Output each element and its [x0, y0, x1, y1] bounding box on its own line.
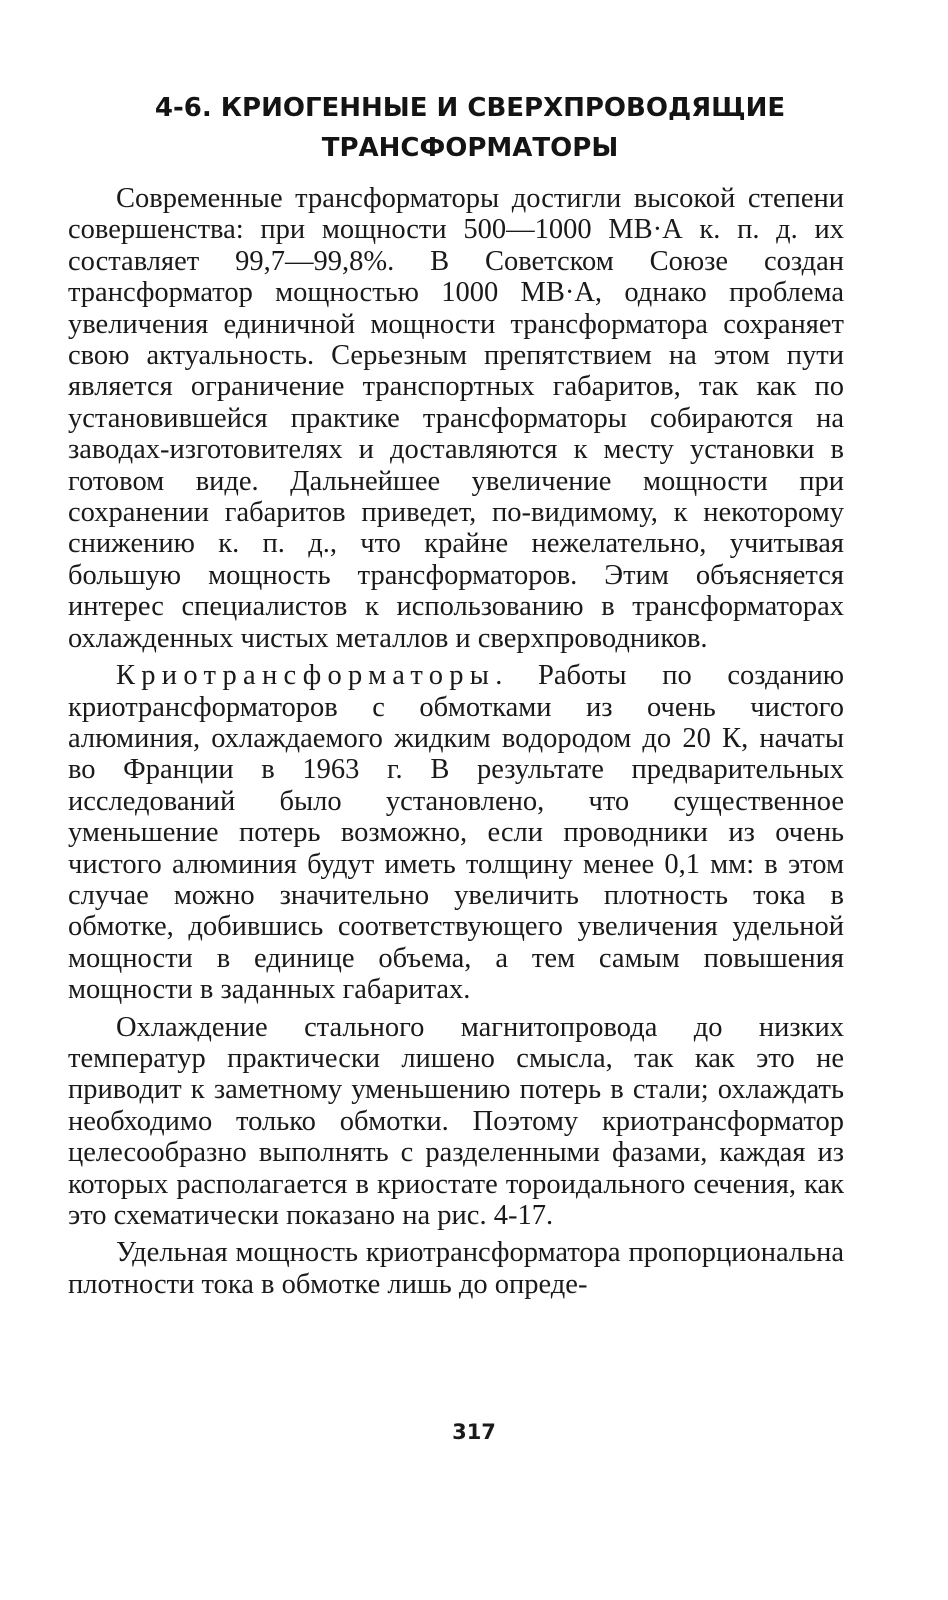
- paragraph-2-text: . Работы по созданию криотрансформаторов с обмотками из очень чистого алюминия, охлаждаемого жидким водородом до 20 К, начаты во Франции в 1963 г. В результате предварительных исследований было установлено, что существенное уменьшение потерь возможно, если проводники из очень чистого алюминия будут иметь толщину менее 0,1 мм: в этом случае можно значительно увеличить плотность тока в обмотке, добившись соответствующего увеличения удельной мощности в единице объема, а тем самым повышения мощности в заданных габаритах.: [68, 660, 844, 1006]
- paragraph-3: Охлаждение стального магнитопровода до низких температур практически лишено смысла, так как это не приводит к заметному уменьшению потерь в стали; охлаждать необходимо только обмотки. Поэтому криотрансформатор целесообразно выполнять с разделенными фазами, каждая из которых располагается в криостате тороидального сечения, как это схематически показано на рис. 4-17.: [68, 1011, 844, 1231]
- paragraph-2: [68, 660, 844, 1005]
- section-heading: [60, 88, 880, 168]
- heading-line-2: ТРАНСФОРМАТОРЫ: [321, 133, 619, 163]
- paragraph-2-term: Криотрансформаторы: [116, 660, 496, 692]
- page-number: 317: [452, 1420, 496, 1444]
- heading-line-1: 4-6. КРИОГЕННЫЕ И СВЕРХПРОВОДЯЩИЕ: [154, 93, 786, 123]
- body-text: [68, 183, 844, 1306]
- paragraph-4: Удельная мощность криотрансформатора пропорциональна плотности тока в обмотке лишь до опреде-: [68, 1237, 844, 1300]
- paragraph-1: Современные трансформаторы достигли высокой степени совершенства: при мощности 500—1000 МВ·А к. п. д. их составляет 99,7—99,8%. В Советском Союзе создан трансформатор мощностью 1000 МВ·А, однако проблема увеличения единичной мощности трансформатора сохраняет свою актуальность. Серьезным препятствием на этом пути является ограничение транспортных габаритов, так как по установившейся практике трансформаторы собираются на заводах-изготовителях и доставляются к месту установки в готовом виде. Дальнейшее увеличение мощности при сохранении габаритов приведет, по-видимому, к некоторому снижению к. п. д., что крайне нежелательно, учитывая большую мощность трансформаторов. Этим объясняется интерес специалистов к использованию в трансформаторах охлажденных чистых металлов и сверхпроводников.: [68, 183, 844, 654]
